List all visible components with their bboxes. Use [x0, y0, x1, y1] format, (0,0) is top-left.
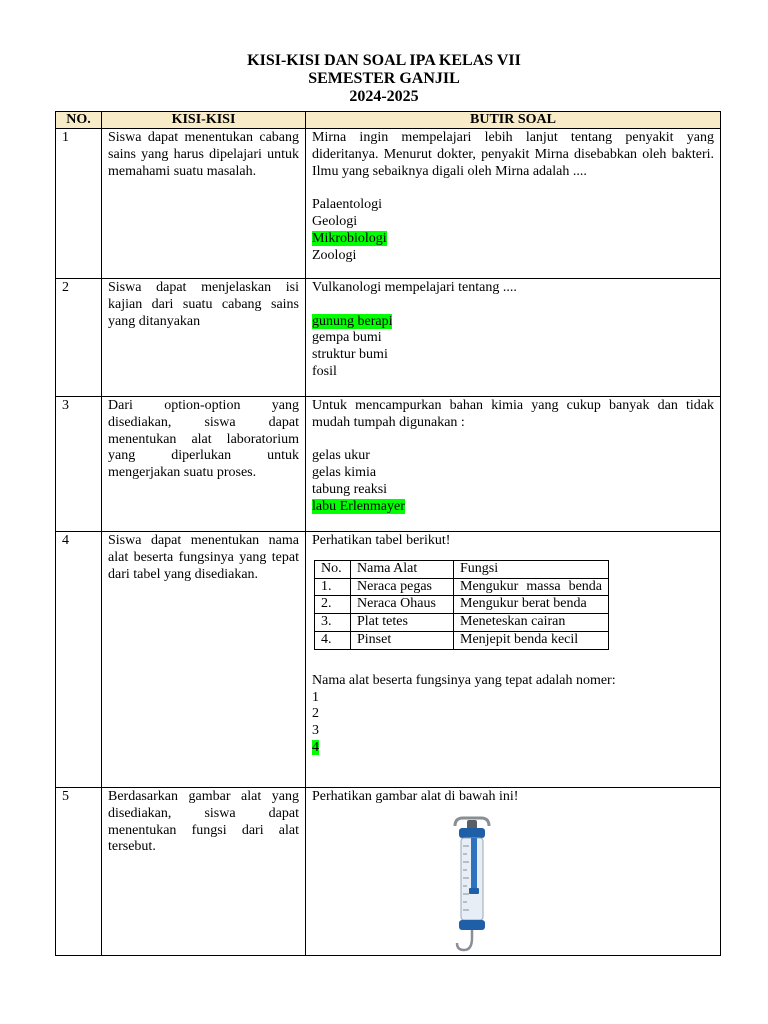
answer-options	[312, 448, 714, 515]
inner-cell-fungsi: Mengukur berat benda	[454, 596, 609, 614]
option-b: Geologi	[312, 213, 358, 229]
kisi-text: Siswa dapat menentukan nama alat beserta fungsinya yang tepat dari tabel yang disediakan.	[102, 532, 306, 788]
row-number: 1	[56, 129, 102, 279]
inner-cell-no: 4.	[315, 631, 351, 649]
inner-header-row	[315, 560, 609, 578]
question-text: Perhatikan gambar alat di bawah ini!	[312, 789, 519, 804]
inner-cell-fungsi: Menjepit benda kecil	[454, 631, 609, 649]
butir-soal	[306, 788, 721, 956]
tool-function-table	[314, 560, 609, 650]
option-a: 1	[312, 689, 319, 705]
inner-cell-no: 1.	[315, 578, 351, 596]
header-row	[56, 112, 721, 129]
option-c: struktur bumi	[312, 347, 388, 363]
inner-cell-nama-alat: Pinset	[351, 631, 454, 649]
answer-options	[312, 314, 714, 381]
option-a: Palaentologi	[312, 197, 382, 213]
row-number: 3	[56, 397, 102, 532]
option-b: gelas kimia	[312, 465, 377, 481]
row-number: 2	[56, 279, 102, 397]
question-row-4	[56, 532, 721, 788]
question-text: Perhatikan tabel berikut!	[312, 533, 451, 548]
option-c: tabung reaksi	[312, 481, 388, 497]
question-row-2	[56, 279, 721, 397]
butir-soal	[306, 532, 721, 788]
title-line-1: KISI-KISI DAN SOAL IPA KELAS VII	[247, 52, 521, 69]
inner-cell-nama-alat: Plat tetes	[351, 614, 454, 632]
inner-header-nama-alat: Nama Alat	[351, 560, 454, 578]
inner-cell-no: 2.	[315, 596, 351, 614]
inner-table-row	[315, 596, 609, 614]
inner-table-row	[315, 578, 609, 596]
row-number: 5	[56, 788, 102, 956]
option-d: Zoologi	[312, 247, 357, 263]
header-soal: BUTIR SOAL	[306, 112, 721, 129]
inner-cell-fungsi: Meneteskan cairan	[454, 614, 609, 632]
option-b: 2	[312, 706, 319, 722]
question-row-5	[56, 788, 721, 956]
spring-balance-icon	[449, 816, 495, 954]
kisi-text: Siswa dapat menjelaskan isi kajian dari suatu cabang sains yang ditanyakan	[102, 279, 306, 397]
inner-cell-no: 3.	[315, 614, 351, 632]
butir-soal	[306, 397, 721, 532]
answer-options	[312, 690, 714, 757]
question-text: Mirna ingin mempelajari lebih lanjut tentang penyakit yang dideritanya. Menurut dokter, penyakit Mirna disebabkan oleh bakteri. Ilmu yang sebaiknya digali oleh Mirna adalah ....	[312, 130, 714, 179]
option-c: 3	[312, 723, 319, 739]
butir-soal	[306, 129, 721, 279]
kisi-text: Berdasarkan gambar alat yang disediakan, siswa dapat menentukan fungsi dari alat tersebut.	[102, 788, 306, 956]
option-a-answer-highlight: gunung berapi	[312, 313, 393, 329]
question-text: Untuk mencampurkan bahan kimia yang cukup banyak dan tidak mudah tumpah digunakan :	[312, 398, 714, 430]
title-line-2: SEMESTER GANJIL	[308, 70, 460, 87]
option-c-answer-highlight: Mikrobiologi	[312, 230, 387, 246]
kisi-text: Siswa dapat menentukan cabang sains yang harus dipelajari untuk memahami suatu masalah.	[102, 129, 306, 279]
header-kisi: KISI-KISI	[102, 112, 306, 129]
inner-table-row	[315, 614, 609, 632]
answer-options	[312, 197, 714, 264]
option-b: gempa bumi	[312, 330, 382, 346]
inner-cell-fungsi: Mengukur massa benda	[454, 578, 609, 596]
row-number: 4	[56, 532, 102, 788]
kisi-text: Dari option-option yang disediakan, siswa dapat menentukan alat laboratorium yang diperlukan untuk mengerjakan suatu proses.	[102, 397, 306, 532]
question-text: Vulkanologi mempelajari tentang ....	[312, 280, 517, 295]
question-prompt: Nama alat beserta fungsinya yang tepat adalah nomer:	[312, 672, 616, 688]
inner-cell-nama-alat: Neraca pegas	[351, 578, 454, 596]
header-no: NO.	[56, 112, 102, 129]
butir-soal	[306, 279, 721, 397]
question-grid-table	[55, 111, 721, 956]
inner-cell-nama-alat: Neraca Ohaus	[351, 596, 454, 614]
inner-header-fungsi: Fungsi	[454, 560, 609, 578]
title-line-3: 2024-2025	[349, 88, 419, 105]
option-d-answer-highlight: 4	[312, 739, 319, 755]
question-row-3	[56, 397, 721, 532]
inner-table-row	[315, 631, 609, 649]
question-row-1	[56, 129, 721, 279]
inner-header-no: No.	[315, 560, 351, 578]
option-a: gelas ukur	[312, 448, 370, 464]
document-title	[0, 52, 768, 106]
option-d-answer-highlight: labu Erlenmayer	[312, 498, 405, 514]
option-d: fosil	[312, 363, 337, 379]
